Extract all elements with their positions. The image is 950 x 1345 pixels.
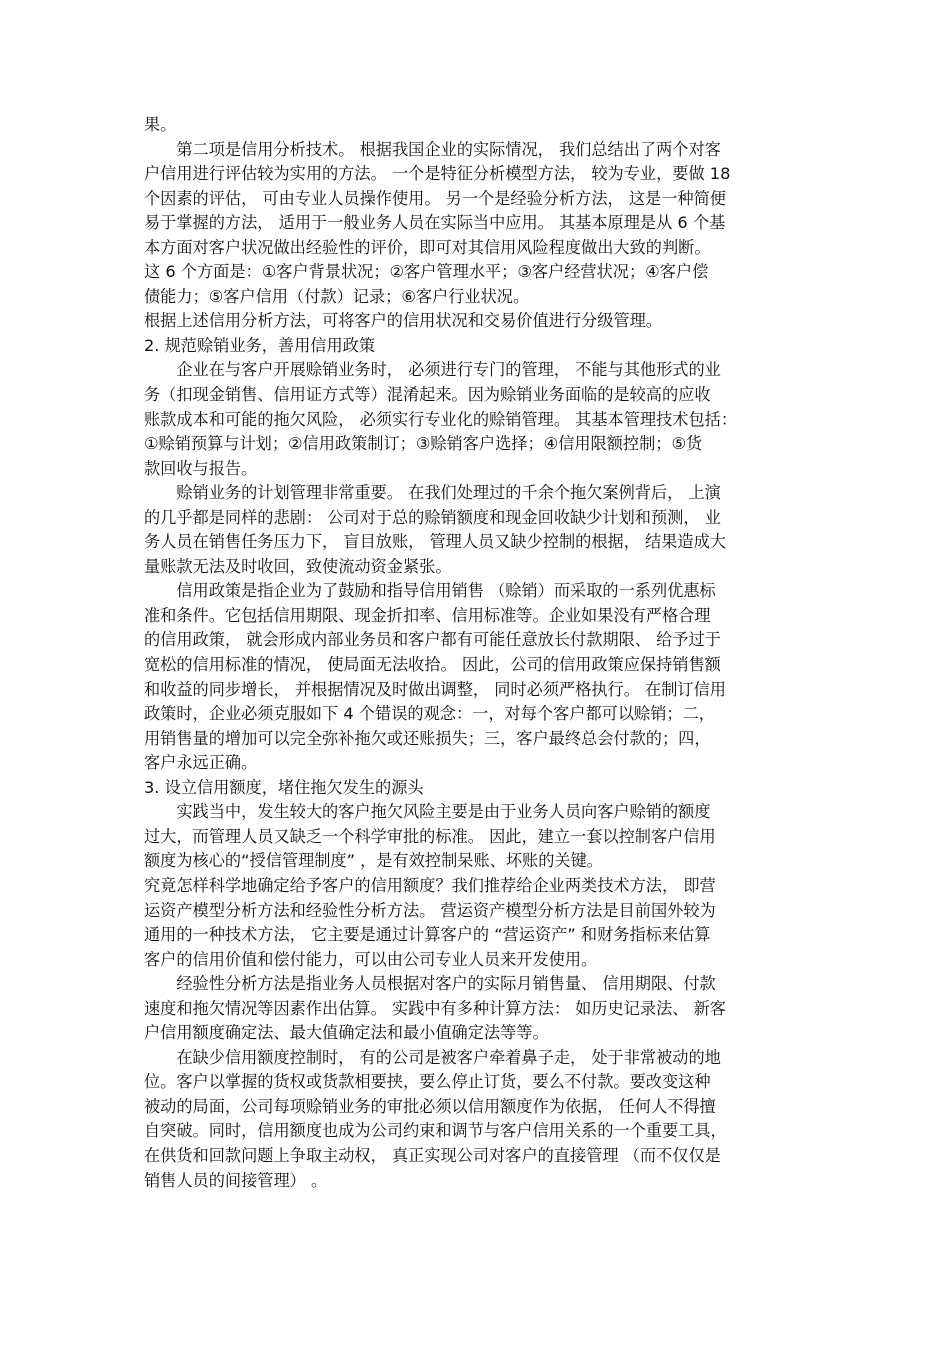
text-line: 政策时，企业必须克服如下 4 个错误的观念：一，对每个客户都可以赊销；二， xyxy=(144,704,715,724)
text-line: 户信用额度确定法、最大值确定法和最小值确定法等等。 xyxy=(144,1023,549,1043)
text-line: 用销售量的增加可以完全弥补拖欠或还账损失；三，客户最终总会付款的；四， xyxy=(144,728,711,748)
text-line: 在供货和回款问题上争取主动权， 真正实现公司对客户的直接管理 （而不仅仅是 xyxy=(144,1145,721,1165)
text-line: 个因素的评估， 可由专业人员操作使用。 另一个是经验分析方法， 这是一种简便 xyxy=(144,188,726,208)
text-line: 准和条件。它包括信用期限、现金折扣率、信用标准等。企业如果没有严格合理 xyxy=(144,605,711,625)
text-line: 宽松的信用标准的情况， 使局面无法收拾。 因此，公司的信用政策应保持销售额 xyxy=(144,655,721,675)
text-line: 的几乎都是同样的悲剧： 公司对于总的赊销额度和现金回收缺少计划和预测， 业 xyxy=(144,507,721,527)
text-line: 的信用政策， 就会形成内部业务员和客户都有可能任意放长付款期限、 给予过于 xyxy=(144,630,721,650)
text-line: ①赊销预算与计划；②信用政策制订；③赊销客户选择；④信用限额控制；⑤货 xyxy=(144,434,703,454)
text-line: 2. 规范赊销业务，善用信用政策 xyxy=(144,335,376,355)
text-line: 被动的局面，公司每项赊销业务的审批必须以信用额度作为依据， 任何人不得擅 xyxy=(144,1096,716,1116)
text-line: 通用的一种技术方法， 它主要是通过计算客户的 “营运资产” 和财务指标来估算 xyxy=(144,925,711,945)
text-line: 速度和拖欠情况等因素作出估算。 实践中有多种计算方法： 如历史记录法、 新客 xyxy=(144,998,726,1018)
text-line: 量账款无法及时收回，致使流动资金紧张。 xyxy=(144,556,452,576)
text-line: 究竟怎样科学地确定给予客户的信用额度？我们推荐给企业两类技术方法， 即营 xyxy=(144,875,716,895)
text-line: 额度为核心的“授信管理制度” ，是有效控制呆账、坏账的关键。 xyxy=(144,851,603,871)
document-body xyxy=(144,113,804,1193)
text-line: 债能力；⑤客户信用（付款）记录；⑥客户行业状况。 xyxy=(144,286,530,306)
text-line: 和收益的同步增长， 并根据情况及时做出调整， 同时必须严格执行。 在制订信用 xyxy=(144,679,726,699)
text-line: 过大，而管理人员又缺乏一个科学审批的标准。 因此，建立一套以控制客户信用 xyxy=(144,826,716,846)
text-line: 信用政策是指企业为了鼓励和指导信用销售 （赊销）而采取的一系列优惠标 xyxy=(144,581,716,601)
text-line: 3. 设立信用额度，堵住拖欠发生的源头 xyxy=(144,777,424,797)
text-line: 实践当中，发生较大的客户拖欠风险主要是由于业务人员向客户赊销的额度 xyxy=(144,802,711,822)
text-line: 自突破。同时，信用额度也成为公司约束和调节与客户信用关系的一个重要工具， xyxy=(144,1121,727,1141)
text-line: 务（扣现金销售、信用证方式等）混淆起来。因为赊销业务面临的是较高的应收 xyxy=(144,385,711,405)
text-line: 果。 xyxy=(144,115,177,134)
text-line: 位。客户以掌握的货权或货款相要挟，要么停止订货，要么不付款。要改变这种 xyxy=(144,1072,711,1092)
text-line: 户信用进行评估较为实用的方法。 一个是特征分析模型方法， 较为专业，要做 18 xyxy=(144,164,731,184)
text-line: 易于掌握的方法， 适用于一般业务人员在实际当中应用。 其基本原理是从 6 个基 xyxy=(144,213,726,233)
text-line: 销售人员的间接管理） 。 xyxy=(144,1170,328,1190)
text-line: 企业在与客户开展赊销业务时， 必须进行专门的管理， 不能与其他形式的业 xyxy=(144,360,721,380)
text-line: 账款成本和可能的拖欠风险， 必须实行专业化的赊销管理。 其基本管理技术包括： xyxy=(144,409,738,429)
text-line: 根据上述信用分析方法，可将客户的信用状况和交易价值进行分级管理。 xyxy=(144,311,662,331)
text-line: 运资产模型分析方法和经验性分析方法。 营运资产模型分析方法是目前国外较为 xyxy=(144,900,716,920)
text-line: 本方面对客户状况做出经验性的评价，即可对其信用风险程度做出大致的判断。 xyxy=(144,237,711,257)
text-line: 第二项是信用分析技术。 根据我国企业的实际情况， 我们总结出了两个对客 xyxy=(144,139,721,159)
text-line: 客户永远正确。 xyxy=(144,753,258,773)
text-line: 务人员在销售任务压力下， 盲目放账， 管理人员又缺少控制的根据， 结果造成大 xyxy=(144,532,726,552)
text-line: 款回收与报告。 xyxy=(144,458,258,478)
text-line: 经验性分析方法是指业务人员根据对客户的实际月销售量、 信用期限、付款 xyxy=(144,974,716,994)
text-line: 客户的信用价值和偿付能力，可以由公司专业人员来开发使用。 xyxy=(144,949,598,969)
text-line: 这 6 个方面是：①客户背景状况；②客户管理水平；③客户经营状况；④客户偿 xyxy=(144,262,709,282)
text-line: 在缺少信用额度控制时， 有的公司是被客户牵着鼻子走， 处于非常被动的地 xyxy=(144,1047,721,1067)
text-line: 赊销业务的计划管理非常重要。 在我们处理过的千余个拖欠案例背后， 上演 xyxy=(144,483,721,503)
